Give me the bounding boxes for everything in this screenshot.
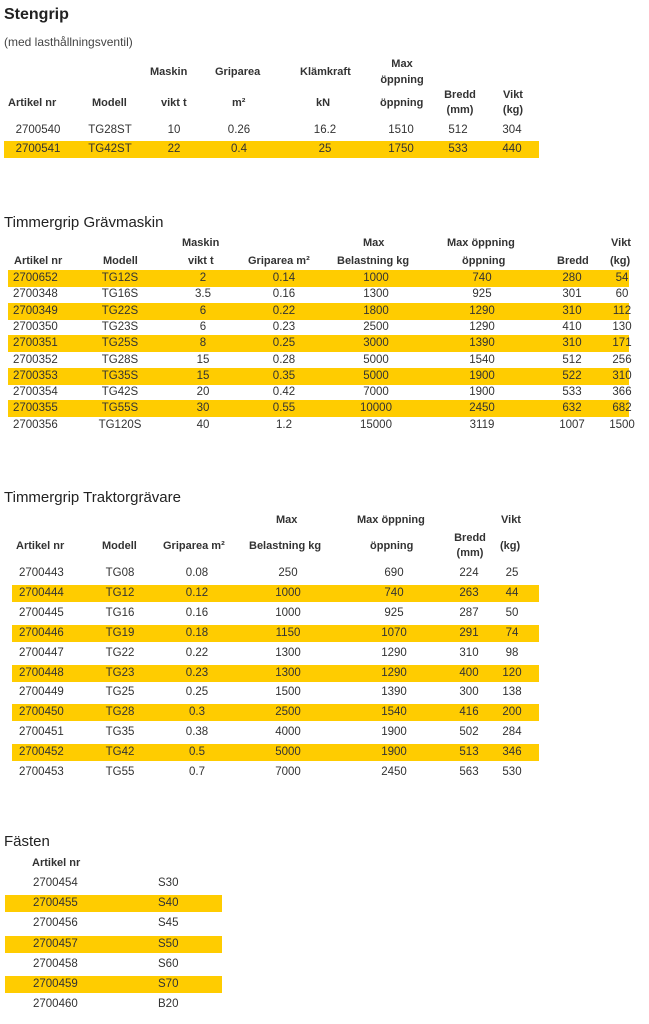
table-cell: TG16S [101,288,139,301]
table-cell: 1000 [275,586,301,599]
table-cell: 530 [502,766,522,778]
table-cell: 0.23 [272,320,296,333]
table-cell: 533 [448,143,468,155]
header-artikel: Artikel nr [16,540,65,552]
table-cell: 0.25 [185,686,209,699]
table-cell: TG120S [98,418,142,431]
table-cell: 1500 [609,418,635,431]
table-cell: TG25S [101,337,139,350]
table-cell: TG55 [105,766,135,778]
table-cell: 0.35 [272,369,296,382]
table-cell: 2700459 [33,978,78,990]
table-cell: 2700541 [15,143,61,155]
table-cell: 7000 [363,386,389,399]
header-bredd: Bredd (mm) [454,532,486,559]
table-cell: 925 [384,606,404,619]
table-cell: 563 [459,766,479,778]
table-cell: S45 [158,917,179,930]
table-cell: 2700448 [19,666,64,679]
header-vikt: Vikt [501,514,521,526]
table-cell: TG25 [105,686,135,699]
table-cell: 310 [562,304,582,317]
table-cell: 287 [459,606,479,619]
table-cell: 1800 [363,304,389,317]
table-cell: 2700460 [33,998,78,1011]
header-max-oppning: Max öppning [357,514,425,526]
table-cell: 8 [199,337,207,350]
table-cell: 513 [459,746,479,759]
table-cell: 2700456 [33,917,78,930]
table-cell: 25 [318,143,332,155]
table-cell: 0.12 [185,586,209,599]
table-cell: 1500 [275,686,301,699]
table-cell: 512 [448,124,468,136]
header-griparea: Griparea m² [163,540,225,552]
table-cell: 2700540 [15,124,61,136]
table-cell: 690 [384,567,404,579]
table-cell: 1540 [381,706,407,719]
table-cell: 20 [196,386,210,399]
table-cell: 6 [199,304,207,317]
table-cell: 0.38 [185,726,209,739]
header-maskin: Maskin [182,237,220,249]
table-cell: 512 [562,353,582,366]
header-griparea: Griparea [215,66,261,78]
table-cell: 1150 [275,626,301,639]
table-cell: 533 [562,386,582,399]
table-cell: 310 [612,369,632,382]
header-bredd: Bredd [557,255,589,267]
table-cell: 740 [472,272,492,284]
table-cell: 5000 [363,353,389,366]
table-cell: 0.25 [272,337,296,350]
table-cell: 2450 [381,766,407,778]
table-cell: TG23S [101,320,139,333]
table-cell: 2700354 [13,386,58,399]
table-cell: 0.22 [272,304,296,317]
stengrip-title: Stengrip [4,6,69,23]
table-cell: 112 [612,304,632,317]
header-vikt-t: vikt t [188,255,214,267]
table-cell: S60 [158,957,179,970]
table-cell: TG22 [105,646,135,659]
table-cell: 250 [278,567,298,579]
table-cell: 10 [167,124,181,136]
table-cell: 0.23 [185,666,209,679]
table-cell: TG42S [101,386,139,399]
table-cell: TG08 [105,567,135,579]
table-cell: 0.42 [272,386,296,399]
table-cell: 0.16 [185,606,209,619]
table-cell: 304 [502,124,522,136]
table-cell: B20 [158,998,179,1011]
table-cell: 6 [199,320,207,333]
table-cell: TG55S [101,402,139,415]
table-cell: TG23 [105,666,135,679]
table-cell: 416 [459,706,479,719]
table-cell: 2450 [469,402,495,415]
header-bredd: Bredd (mm) [444,89,476,116]
header-griparea: Griparea m² [248,255,310,267]
traktor-title: Timmergrip Traktorgrävare [4,489,181,506]
table-cell: TG12 [105,586,135,599]
table-cell: 0.4 [231,143,247,155]
table-cell: 0.3 [189,706,205,719]
table-cell: 7000 [275,766,301,778]
table-cell: 2700353 [13,369,58,382]
header-belastning: Belastning kg [249,540,322,552]
table-cell: 632 [562,402,582,415]
table-cell: 2500 [275,706,301,719]
header-modell: Modell [102,540,137,552]
header-artikel: Artikel nr [14,255,63,267]
table-cell: 44 [505,586,519,599]
table-cell: 2700356 [13,418,58,431]
table-cell: 120 [502,666,522,679]
header-vikt: Vikt [611,237,631,249]
table-cell: TG42ST [88,143,132,155]
table-cell: 15 [196,369,210,382]
table-cell: S50 [158,937,179,950]
table-cell: 2700450 [19,706,64,719]
table-cell: TG12S [101,272,139,284]
table-cell: 2700451 [19,726,64,739]
table-cell: 2700455 [33,897,78,910]
table-cell: 5000 [275,746,301,759]
table-cell: 400 [459,666,479,679]
table-cell: 1000 [275,606,301,619]
table-cell: 925 [472,288,492,301]
table-cell: 1300 [275,646,301,659]
table-cell: 1750 [388,143,414,155]
table-cell: 2700446 [19,626,64,639]
table-cell: 1290 [469,320,495,333]
table-cell: 1.2 [276,418,292,431]
table-cell: 1900 [469,386,495,399]
table-cell: 1007 [559,418,585,431]
table-cell: 2700444 [19,586,64,599]
table-cell: 1510 [388,124,414,136]
table-cell: 130 [612,320,632,333]
header-m2: m² [232,97,246,109]
table-cell: 0.7 [189,766,205,778]
table-cell: TG35 [105,726,135,739]
table-cell: 15000 [360,418,392,431]
table-cell: 310 [459,646,479,659]
table-cell: TG22S [101,304,139,317]
header-oppning: öppning [380,97,424,109]
table-cell: 366 [612,386,632,399]
table-cell: 4000 [275,726,301,739]
table-cell: 1070 [381,626,407,639]
table-cell: 2700349 [13,304,58,317]
table-cell: 2700447 [19,646,64,659]
header-belastning: Belastning kg [337,255,410,267]
header-vikt-kg: Vikt (kg) [502,89,524,116]
table-cell: 10000 [360,402,392,415]
table-cell: 0.14 [272,272,296,284]
header-modell: Modell [92,97,127,109]
table-cell: 2700350 [13,320,58,333]
table-cell: 1390 [381,686,407,699]
header-kg: (kg) [610,255,631,267]
table-cell: 98 [505,646,519,659]
table-cell: 502 [459,726,479,739]
table-cell: 0.5 [189,746,205,759]
header-max-oppning: Max öppning [447,237,515,249]
table-cell: 3119 [469,418,495,431]
table-cell: 2700454 [33,877,78,889]
table-cell: 1300 [275,666,301,679]
table-cell: 138 [502,686,522,699]
table-cell: 3.5 [195,288,211,301]
header-kn: kN [316,97,331,109]
table-cell: 291 [459,626,479,639]
table-cell: 171 [612,337,632,350]
table-cell: 0.28 [272,353,296,366]
table-cell: 1290 [469,304,495,317]
table-cell: 1300 [363,288,389,301]
table-cell: 5000 [363,369,389,382]
header-vikt-t: vikt t [161,97,187,109]
table-cell: S30 [158,877,179,889]
table-cell: 2700351 [13,337,58,350]
header-modell: Modell [103,255,138,267]
table-cell: TG28ST [88,124,132,136]
table-cell: 310 [562,337,582,350]
table-cell: TG16 [105,606,135,619]
table-cell: 16.2 [313,124,337,136]
table-cell: 1540 [469,353,495,366]
table-cell: 0.18 [185,626,209,639]
table-cell: 1000 [363,272,389,284]
table-cell: 15 [196,353,210,366]
table-cell: TG28S [101,353,139,366]
table-cell: 2700445 [19,606,64,619]
table-cell: 1390 [469,337,495,350]
header-max: Max [363,237,385,249]
table-cell: 300 [459,686,479,699]
table-cell: 3000 [363,337,389,350]
table-cell: 346 [502,746,522,759]
header-max-oppning: Max öppning [380,58,424,86]
table-cell: 2700355 [13,402,58,415]
table-cell: 301 [562,288,582,301]
table-cell: S40 [158,897,179,910]
header-maskin: Maskin [150,66,188,78]
table-cell: 0.16 [272,288,296,301]
table-cell: 410 [562,320,582,333]
table-cell: 25 [505,567,519,579]
header-artikel: Artikel nr [32,857,81,869]
table-cell: TG19 [105,626,135,639]
table-cell: 682 [612,402,632,415]
table-cell: TG28 [105,706,135,719]
table-cell: 280 [562,272,582,284]
table-cell: 440 [502,143,522,155]
table-cell: 2700458 [33,957,78,970]
table-cell: 263 [459,586,479,599]
table-cell: 224 [459,567,479,579]
stengrip-subtitle: (med lasthållningsventil) [4,35,133,49]
table-cell: 1900 [381,726,407,739]
fasten-title: Fästen [4,833,50,850]
header-klamkraft: Klämkraft [300,66,351,78]
grav-title: Timmergrip Grävmaskin [4,214,164,231]
table-cell: 2700443 [19,567,64,579]
table-cell: 522 [562,369,582,382]
table-cell: 1900 [381,746,407,759]
header-kg: (kg) [500,540,521,552]
table-cell: 2700652 [13,272,58,284]
table-cell: TG35S [101,369,139,382]
table-cell: 2700453 [19,766,64,778]
table-cell: S70 [158,978,179,990]
table-cell: 1290 [381,646,407,659]
table-cell: 256 [612,353,632,366]
table-cell: 2700449 [19,686,64,699]
table-cell: 60 [615,288,629,301]
table-cell: 740 [384,586,404,599]
header-artikel: Artikel nr [8,97,57,109]
table-cell: 54 [615,272,629,284]
table-cell: 0.22 [185,646,209,659]
table-cell: 2700452 [19,746,64,759]
table-cell: 74 [505,626,519,639]
header-oppning: öppning [462,255,506,267]
header-oppning: öppning [370,540,414,552]
table-cell: 2700352 [13,353,58,366]
table-cell: 50 [505,606,519,619]
table-cell: 2700457 [33,937,78,950]
table-cell: 2700348 [13,288,58,301]
table-cell: 2 [199,272,207,284]
table-cell: TG42 [105,746,135,759]
table-cell: 284 [502,726,522,739]
table-cell: 200 [502,706,522,719]
table-cell: 0.55 [272,402,296,415]
table-cell: 0.26 [227,124,251,136]
table-cell: 40 [196,418,210,431]
table-cell: 2500 [363,320,389,333]
table-cell: 0.08 [185,567,209,579]
header-max: Max [276,514,298,526]
table-cell: 22 [167,143,181,155]
table-cell: 30 [196,402,210,415]
table-cell: 1900 [469,369,495,382]
table-cell: 1290 [381,666,407,679]
